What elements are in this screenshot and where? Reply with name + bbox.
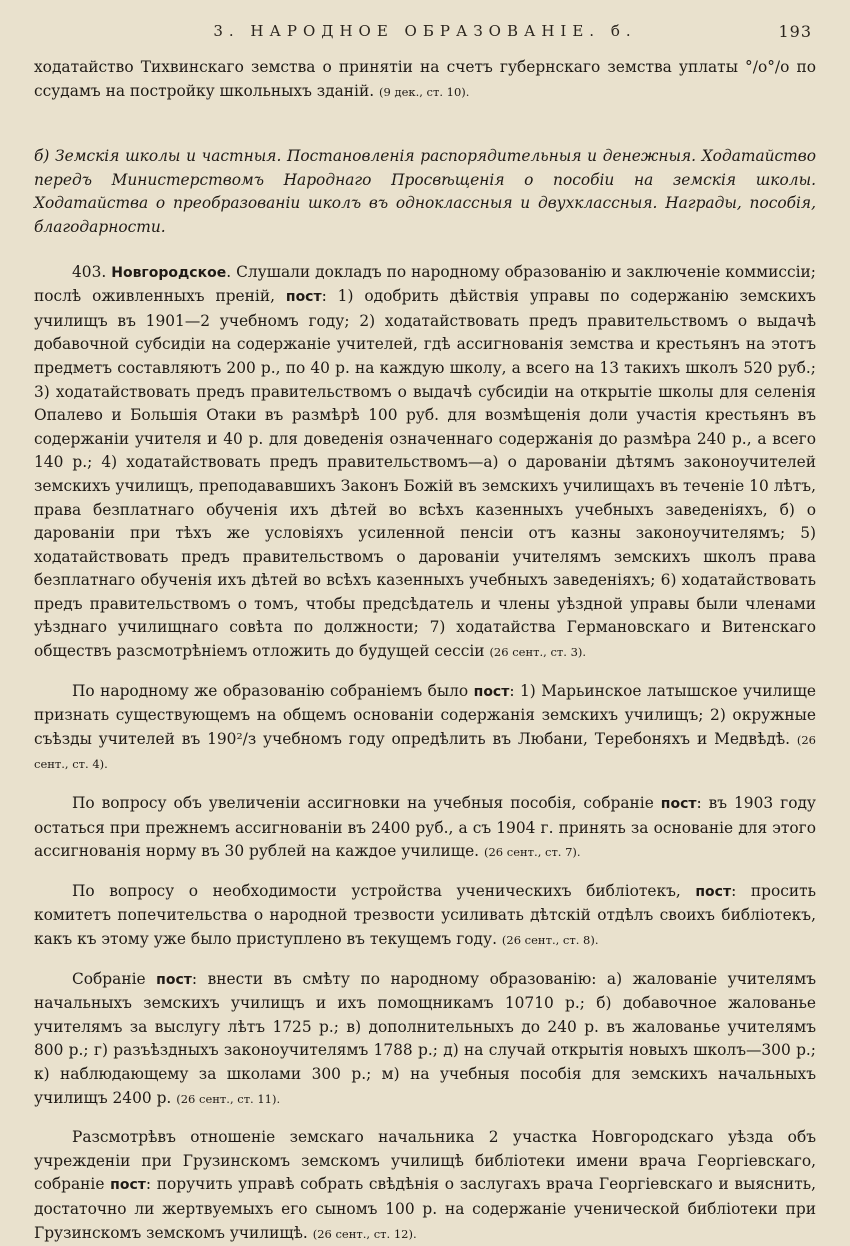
paragraph-text: : 1) Марьинское латышское училище признать существующемъ на общемъ основаніи содержанія земскихъ училищъ; 2) окружные съѣзды учителей въ 190²/з учебномъ году опредѣлить въ Любани, Теребоняхъ и Медвѣдѣ. [34,681,816,748]
intro-text: ходатайство Тихвинскаго земства о принятіи на счетъ губернскаго земства уплаты °/о°/о по ссудамъ на постройку школьныхъ зданій. [34,58,816,100]
page-number: 193 [778,22,812,41]
paragraph-pre: По народному же образованію собраніемъ было [72,681,469,700]
post-label: пост [285,289,322,306]
paragraph-ref: (26 сент., ст. 8). [501,933,599,947]
post-label: пост [156,971,192,988]
paragraph-pre: . Слушали докладъ по народному образованію и заключеніе коммиссіи; послѣ оживленныхъ преній, [34,262,816,306]
paragraph [34,1126,816,1246]
paragraph-ref: (26 сент., ст. 12). [312,1226,417,1241]
paragraph [34,880,816,953]
section-title: б) Земскія школы и частныя. Постановленія распорядительныя и денежныя. Ходатайство передъ Министерствомъ Народнаго Просвѣщенія о пособіи на земскія школы. Ходатайства о преобразованіи школъ въ одноклассныя и двухклассныя. Награды, пособія, благодарности. [34,147,816,236]
paragraph-number: 403. [72,262,107,281]
running-header [34,22,816,52]
post-label: пост [110,1177,146,1194]
paragraph-ref: (26 сент., ст. 7). [483,845,581,860]
paragraph-ref: (26 сент., ст. 11). [176,1091,281,1106]
paragraph-pre: Разсмотрѣвъ отношеніе земскаго начальника 2 участка Новгородскаго уѣзда объ учрежденіи при Грузинскомъ земскомъ училищѣ библіотеки имени врача Георгіевскаго, собраніе [34,1128,816,1194]
paragraph-text: : 1) одобрить дѣйствія управы по содержанію земскихъ училищъ въ 1901—2 учебномъ году; 2) ходатайствовать предъ правительствомъ о выдачѣ добавочной субсидіи на содержаніе учителей, гдѣ ассигнованія земства и крестьянъ на этотъ предметъ составляютъ 200 р., по 40 р. на каждую школу, а всего на 13 такихъ школъ 520 руб.; 3) ходатайствовать предъ правительствомъ о выдачѣ субсидіи на открытіе школы для селенія Опалево и Большія Отаки въ размѣрѣ 100 руб. для возмѣщенія доли участія крестьянъ въ содержаніи учителя и 40 р. для доведенія означеннаго содержанія до размѣра 240 р., а всего 140 р.; 4) ходатайствовать предъ правительствомъ—а) о дарованіи дѣтямъ законоучителей земскихъ училищъ, преподававшихъ Законъ Божій въ земскихъ училищахъ въ теченіе 10 лѣтъ, права безплатнаго обученія ихъ дѣтей во всѣхъ казенныхъ учебныхъ заведеніяхъ, б) о дарованіи при тѣхъ же условіяхъ усиленной пенсіи отъ казны законоучителямъ; 5) ходатайствовать предъ правительствомъ о дарованіи учителямъ земскихъ школъ права безплатнаго обученія ихъ дѣтей во всѣхъ казенныхъ учебныхъ заведеніяхъ; 6) ходатайствовать предъ правительствомъ о томъ, чтобы предсѣдатель и члены уѣздной управы были членами уѣзднаго училищнаго совѣта по должности; 7) ходатайства Германовскаго и Витенскаго обществъ разсмотрѣніемъ отложить до будущей сессіи [34,287,816,661]
paragraph [34,792,816,865]
running-title: 3. НАРОДНОЕ ОБРАЗОВАНІЕ. б. [213,22,637,40]
post-label: пост [473,683,510,700]
post-label: пост [695,883,732,900]
paragraph [34,968,816,1112]
intro-ref: (9 дек., ст. 10). [379,84,470,99]
paragraph-pre: Собраніе [72,969,146,988]
paragraph-text: : просить комитетъ попечительства о народной трезвости усиливать дѣтскій отдѣлъ своихъ библіотекъ, какъ къ этому уже было приступлено въ текущемъ году. [34,881,816,948]
paragraph-text: : внести въ смѣту по народному образованію: а) жалованіе учителямъ начальныхъ земскихъ училищъ и ихъ помощникамъ 10710 р.; б) добавочное жалованье учителямъ за выслугу лѣтъ 1725 р.; в) дополнительныхъ до 240 р. въ жалованье учителямъ 800 р.; г) разъѣздныхъ законоучителямъ 1788 р.; д) на случай открытія новыхъ школъ—300 р.; к) наблюдающему за школами 300 р.; м) на учебныя пособія для земскихъ начальныхъ училищъ 2400 р. [34,969,816,1107]
zemstvo-label: Новгородское [111,264,227,281]
paragraph-pre: По вопросу объ увеличеніи ассигновки на учебныя пособія, собраніе [72,794,654,813]
paragraph-ref: (26 сент., ст. 3). [489,645,587,660]
intro-paragraph [34,56,816,104]
post-label: пост [660,796,697,813]
paragraph-text: : поручить управѣ собрать свѣдѣнія о заслугахъ врача Георгіевскаго и выяснить, достаточно ли жертвуемыхъ его сыномъ 100 р. на содержаніе ученической библіотеки при Грузинскомъ земскомъ училищѣ. [34,1175,816,1242]
paragraph-ref: (26 сент., ст. 4). [34,732,816,772]
paragraph-text: : въ 1903 году остаться при прежнемъ ассигнованіи въ 2400 руб., а съ 1904 г. принять за основаніе для этого ассигнованія норму въ 30 рублей на каждое училище. [34,794,816,861]
paragraph [34,680,816,777]
paragraph-pre: По вопросу о необходимости устройства ученическихъ библіотекъ, [72,881,681,900]
paragraph-403 [34,261,816,665]
